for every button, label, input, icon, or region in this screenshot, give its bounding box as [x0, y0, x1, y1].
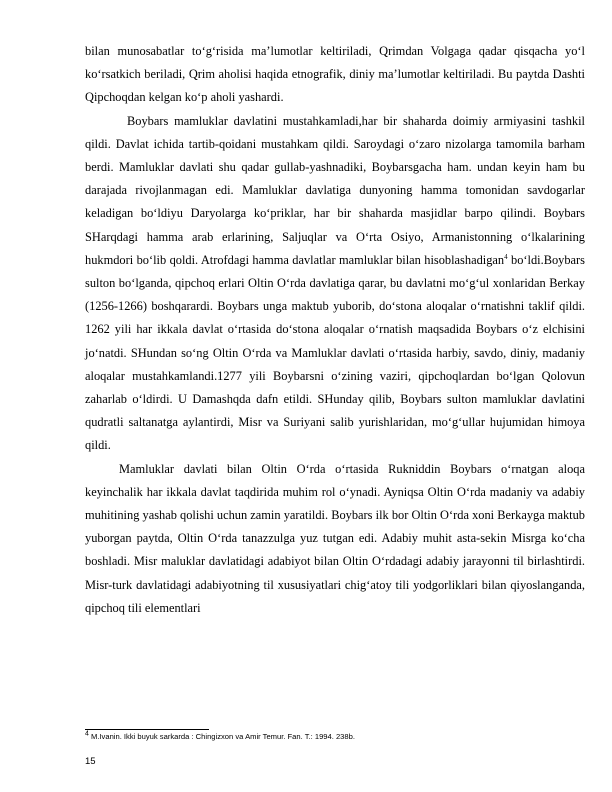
footnote [85, 732, 585, 742]
paragraph-2-text-b: bo‘ldi.Boybars sulton bo‘lganda, qipchoq erlari Oltin O‘rda davlatiga qarar, bu davlatni mo‘g‘ul xonlaridan Berkay (1256-1266) boshqarardi. Boybars unga maktub yuborib, do‘stona aloqalar o‘rnatishni taklif qildi. 1262 yili har ikkala davlat o‘rtasida do‘stona aloqalar o‘rnatish maqsadida Boybars o‘z elchisini jo‘natdi. SHundan so‘ng Oltin O‘rda va Mamluklar davlati o‘rtasida harbiy, savdo, diniy, madaniy aloqalar mustahkamlandi.1277 yili Boybarsni o‘zining vaziri, qipchoqlardan bo‘lgan Qolovun zaharlab o‘ldirdi. U Damashqda dafn etildi. SHunday qilib, Boybars sulton mamluklar davlatini qudratli saltanatga aylantirdi, Misr va Suriyani salib yurishlaridan, mo‘g‘ullar hujumidan himoya qildi. [85, 252, 585, 453]
document-body [85, 40, 585, 620]
footnote-divider [85, 729, 209, 730]
paragraph-1: bilan munosabatlar to‘g‘risida ma’lumotlar keltiriladi, Qrimdan Volgaga qadar qisqacha yo‘l ko‘rsatkich beriladi, Qrim aholisi haqida etnografik, diniy ma’lumotlar keltiriladi. Bu paytda Dashti Qipchoqdan kelgan ko‘p aholi yashardi. [85, 44, 585, 105]
paragraph-3: Mamluklar davlati bilan Oltin O‘rda o‘rtasida Rukniddin Boybars o‘rnatgan aloqa keyinchalik har ikkala davlat taqdirida muhim rol o‘ynadi. Ayniqsa Oltin O‘rda madaniy va adabiy muhitining yashab qolishi uchun zamin yaratildi. Boybars ilk bor Oltin O‘rda xoni Berkayga maktub yuborgan paytda, Oltin O‘rda tanazzulga yuz tutgan edi. Adabiy muhit asta-sekin Misrga ko‘cha boshladi. Misr maluklar davlatidagi adabiyot bilan Oltin O‘rdadagi adabiy jarayonni til birlashtirdi. Misr-turk davlatidagi adabiyotning til xususiyatlari chig‘atoy tili yodgorliklari bilan qiyoslanganda, qipchoq tili elementlari [85, 461, 585, 615]
footnote-text: M.Ivanin. Ikki buyuk sarkarda : Chingizxon va Amir Temur. Fan. T.: 1994. 238b. [88, 732, 355, 741]
footnote-reference[interactable]: 4 [504, 252, 508, 261]
paragraph-2-text-a: Boybars mamluklar davlatini mustahkamladi,har bir shaharda doimiy armiyasini tashkil qildi. Davlat ichida tartib-qoidani mustahkam qildi. Saroydagi o‘zaro nizolarga tamomila barham berdi. Mamluklar davlati shu qadar gullab-yashnadiki, Boybarsgacha ham. undan keyin ham bu darajada rivojlanmagan edi. Mamluklar davlatiga dunyoning hamma tomonidan savdogarlar keladigan bo‘ldiyu Daryolarga ko‘priklar, har bir shaharda masjidlar barpo qilindi. Boybars SHarqdagi hamma arab erlarining, Saljuqlar va O‘rta Osiyo, Armanistonning o‘lkalarining hukmdori bo‘lib qoldi. Atrofdagi hamma davlatlar mamluklar bilan hisoblashadigan [85, 113, 585, 267]
page-number: 15 [85, 756, 96, 767]
footnote-marker: 4 [85, 730, 89, 738]
paragraph-2 [85, 110, 585, 458]
